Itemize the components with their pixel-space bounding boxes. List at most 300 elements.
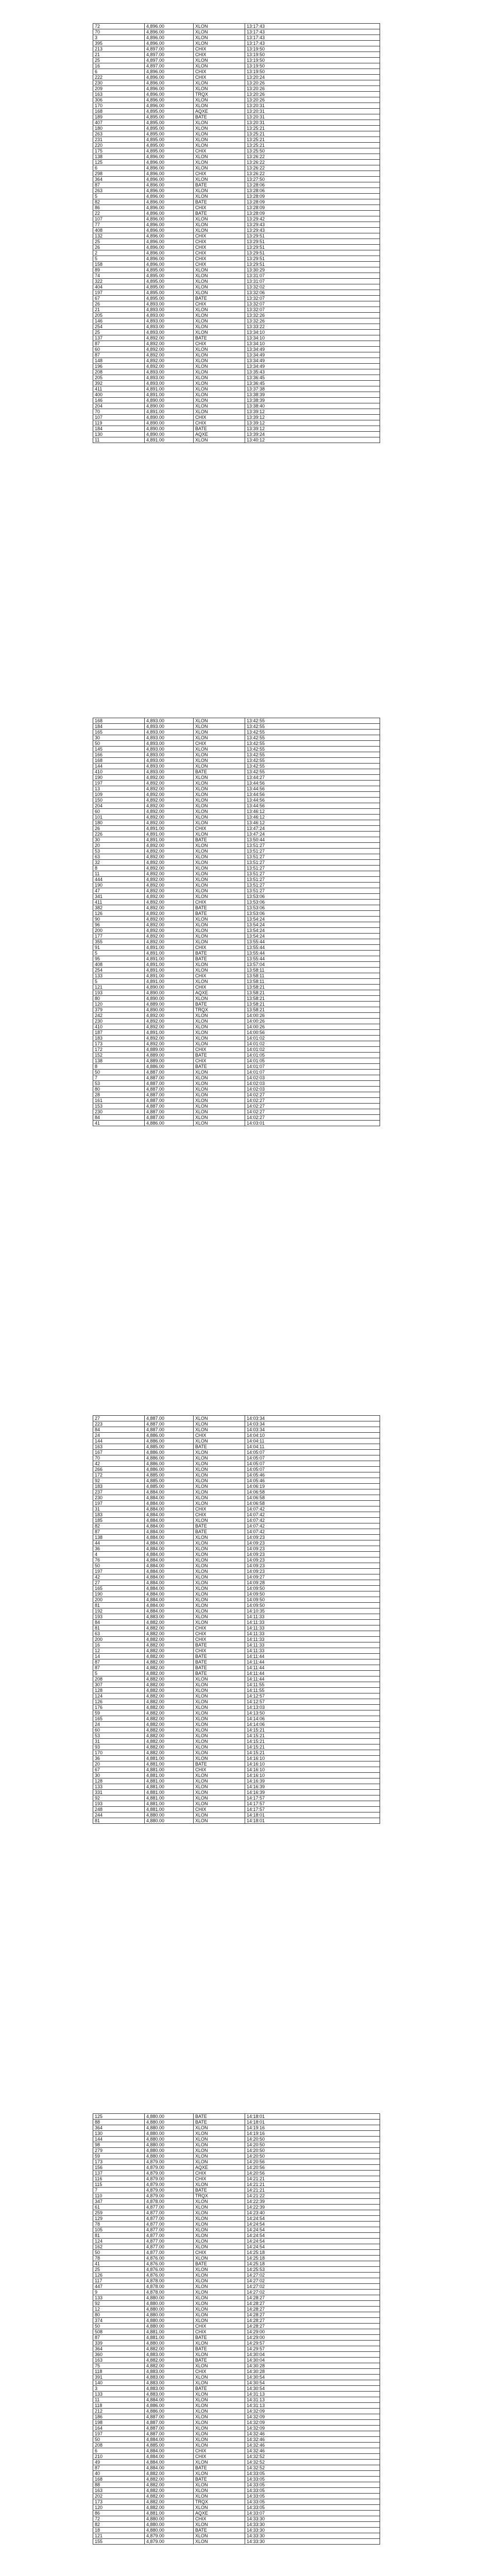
time-cell: 14:32:46	[245, 2448, 380, 2454]
price-cell: 4,892.00	[145, 335, 194, 341]
time-cell: 13:46:12	[245, 820, 380, 826]
time-cell: 14:09:50	[245, 1597, 380, 1603]
price-cell: 4,886.00	[145, 1121, 194, 1126]
price-cell: 4,893.00	[145, 718, 194, 724]
volume-cell: 322	[93, 279, 145, 284]
volume-cell: 116	[93, 2176, 145, 2182]
table-row	[93, 2505, 380, 2511]
price-cell: 4,892.00	[145, 917, 194, 922]
table-row	[93, 1818, 380, 1824]
price-cell: 4,880.00	[145, 1818, 194, 1824]
venue-cell: XLON	[194, 194, 245, 199]
table-row	[93, 2131, 380, 2137]
volume-cell: 128	[93, 1778, 145, 1784]
volume-cell: 27	[93, 1580, 145, 1586]
volume-cell: 91	[93, 945, 145, 951]
table-row	[93, 996, 380, 1002]
venue-cell: XLON	[194, 747, 245, 752]
venue-cell: XLON	[194, 2267, 245, 2273]
price-cell: 4,896.00	[145, 205, 194, 211]
time-cell: 14:15:21	[245, 1744, 380, 1750]
time-cell: 14:31:13	[245, 2403, 380, 2409]
volume-cell: 25	[93, 2267, 145, 2273]
volume-cell: 444	[93, 877, 145, 883]
venue-cell: XLON	[194, 2443, 245, 2448]
venue-cell: XLON	[194, 820, 245, 826]
table-row	[93, 2261, 380, 2267]
volume-cell: 6	[93, 69, 145, 75]
volume-cell: 254	[93, 968, 145, 973]
volume-cell: 74	[93, 273, 145, 279]
table-row	[93, 2420, 380, 2426]
table-row	[93, 296, 380, 301]
venue-cell: XLON	[194, 922, 245, 928]
time-cell: 14:33:05	[245, 2482, 380, 2488]
price-cell: 4,882.00	[145, 1693, 194, 1699]
table-row	[93, 35, 380, 41]
price-cell: 4,887.00	[145, 1421, 194, 1427]
venue-cell: XLON	[194, 2392, 245, 2397]
price-cell: 4,893.00	[145, 758, 194, 764]
time-cell: 13:58:21	[245, 1002, 380, 1007]
time-cell: 13:26:22	[245, 154, 380, 160]
venue-cell: XLON	[194, 2482, 245, 2488]
venue-cell: XLON	[194, 1676, 245, 1682]
venue-cell: XLON	[194, 1098, 245, 1104]
time-cell: 14:05:07	[245, 1450, 380, 1455]
time-cell: 13:20:31	[245, 120, 380, 126]
table-row	[93, 2244, 380, 2250]
venue-cell: XLON	[194, 1104, 245, 1109]
price-cell: 4,880.00	[145, 2324, 194, 2329]
volume-cell: 133	[93, 2392, 145, 2397]
time-cell: 14:32:09	[245, 2409, 380, 2414]
venue-cell: XLON	[194, 1461, 245, 1467]
time-cell: 13:28:06	[245, 182, 380, 188]
venue-cell: TRQX	[194, 2499, 245, 2505]
price-cell: 4,884.00	[145, 1597, 194, 1603]
table-row	[93, 894, 380, 900]
volume-cell: 192	[93, 1608, 145, 1614]
price-cell: 4,896.00	[145, 80, 194, 86]
table-row	[93, 97, 380, 103]
venue-cell: XLON	[194, 29, 245, 35]
price-cell: 4,892.00	[145, 815, 194, 820]
venue-cell: XLON	[194, 1614, 245, 1620]
venue-cell: XLON	[194, 752, 245, 758]
price-cell: 4,892.00	[145, 883, 194, 888]
time-cell: 13:53:06	[245, 894, 380, 900]
price-cell: 4,886.00	[145, 1064, 194, 1070]
volume-cell: 180	[93, 126, 145, 131]
venue-cell: CHIX	[194, 233, 245, 239]
price-cell: 4,884.00	[145, 1512, 194, 1518]
venue-cell: XLON	[194, 1790, 245, 1795]
time-cell: 13:25:21	[245, 131, 380, 137]
venue-cell: XLON	[194, 1024, 245, 1030]
time-cell: 14:09:23	[245, 1569, 380, 1574]
time-cell: 13:42:55	[245, 752, 380, 758]
volume-cell: 31	[93, 1506, 145, 1512]
time-cell: 14:15:21	[245, 1727, 380, 1733]
venue-cell: BATE	[194, 2188, 245, 2193]
price-cell: 4,887.00	[145, 1070, 194, 1075]
time-cell: 14:09:23	[245, 1546, 380, 1552]
venue-cell: XLON	[194, 1030, 245, 1036]
table-row	[93, 1053, 380, 1058]
table-row	[93, 2171, 380, 2176]
time-cell: 14:30:28	[245, 2363, 380, 2369]
price-cell: 4,891.00	[145, 437, 194, 443]
time-cell: 14:25:18	[245, 2261, 380, 2267]
volume-cell: 105	[93, 2227, 145, 2233]
volume-cell: 208	[93, 2443, 145, 2448]
price-cell: 4,893.00	[145, 741, 194, 747]
table-row	[93, 2165, 380, 2171]
volume-cell: 190	[93, 775, 145, 781]
table-row	[93, 137, 380, 143]
price-cell: 4,893.00	[145, 313, 194, 318]
time-cell: 13:44:56	[245, 781, 380, 786]
price-cell: 4,884.00	[145, 1552, 194, 1557]
volume-cell: 364	[93, 177, 145, 182]
table-row	[93, 1024, 380, 1030]
venue-cell: XLON	[194, 2159, 245, 2165]
table-row	[93, 324, 380, 330]
price-cell: 4,880.00	[145, 2341, 194, 2346]
volume-cell: 121	[93, 2533, 145, 2539]
table-row	[93, 2465, 380, 2471]
time-cell: 14:09:23	[245, 1535, 380, 1540]
volume-cell: 50	[93, 2437, 145, 2443]
table-row	[93, 1512, 380, 1518]
volume-cell: 30	[93, 735, 145, 741]
table-row	[93, 41, 380, 46]
table-row	[93, 786, 380, 792]
time-cell: 13:34:49	[245, 352, 380, 358]
venue-cell: XLON	[194, 80, 245, 86]
price-cell: 4,881.00	[145, 1790, 194, 1795]
price-cell: 4,884.00	[145, 1557, 194, 1563]
venue-cell: XLON	[194, 2216, 245, 2222]
volume-cell: 87	[93, 1529, 145, 1535]
table-row	[93, 1574, 380, 1580]
table-row	[93, 92, 380, 97]
volume-cell: 98	[93, 2142, 145, 2148]
volume-cell: 254	[93, 324, 145, 330]
time-cell: 13:28:09	[245, 205, 380, 211]
table-row	[93, 956, 380, 962]
time-cell: 13:17:43	[245, 41, 380, 46]
time-cell: 13:37:38	[245, 386, 380, 392]
table-row	[93, 1693, 380, 1699]
venue-cell: XLON	[194, 2210, 245, 2216]
venue-cell: XLON	[194, 2239, 245, 2244]
venue-cell: CHIX	[194, 2324, 245, 2329]
time-cell: 14:16:10	[245, 1767, 380, 1773]
price-cell: 4,881.00	[145, 2511, 194, 2516]
venue-cell: XLON	[194, 2295, 245, 2301]
venue-cell: XLON	[194, 2199, 245, 2205]
volume-cell: 307	[93, 1682, 145, 1688]
price-cell: 4,880.00	[145, 2131, 194, 2137]
table-row	[93, 347, 380, 352]
table-row	[93, 2539, 380, 2545]
volume-cell: 92	[93, 2301, 145, 2307]
volume-cell: 183	[93, 1484, 145, 1489]
venue-cell: XLON	[194, 1557, 245, 1563]
time-cell: 13:57:04	[245, 962, 380, 968]
time-cell: 13:29:42	[245, 216, 380, 222]
venue-cell: XLON	[194, 2352, 245, 2358]
table-row	[93, 2335, 380, 2341]
volume-cell: 213	[93, 46, 145, 52]
time-cell: 13:55:44	[245, 951, 380, 956]
volume-cell: 41	[93, 1121, 145, 1126]
venue-cell: XLON	[194, 143, 245, 148]
table-row	[93, 148, 380, 154]
volume-cell: 382	[93, 905, 145, 911]
time-cell: 14:11:55	[245, 1688, 380, 1693]
table-row	[93, 177, 380, 182]
price-cell: 4,890.00	[145, 398, 194, 403]
time-cell: 14:05:07	[245, 1461, 380, 1467]
table-row	[93, 313, 380, 318]
table-row	[93, 392, 380, 398]
price-cell: 4,889.00	[145, 1047, 194, 1053]
venue-cell: XLON	[194, 352, 245, 358]
time-cell: 13:34:10	[245, 330, 380, 335]
volume-cell: 170	[93, 1750, 145, 1756]
volume-cell: 120	[93, 1002, 145, 1007]
volume-cell: 205	[93, 313, 145, 318]
volume-cell: 408	[93, 962, 145, 968]
price-cell: 4,885.00	[145, 1444, 194, 1450]
volume-cell: 129	[93, 2216, 145, 2222]
table-row	[93, 1625, 380, 1631]
table-row	[93, 2256, 380, 2261]
price-cell: 4,884.00	[145, 2397, 194, 2403]
venue-cell: XLON	[194, 1784, 245, 1790]
table-row	[93, 1484, 380, 1489]
venue-cell: XLON	[194, 1421, 245, 1427]
table-row	[93, 29, 380, 35]
venue-cell: XLON	[194, 883, 245, 888]
price-cell: 4,891.00	[145, 1030, 194, 1036]
time-cell: 13:32:26	[245, 313, 380, 318]
venue-cell: XLON	[194, 843, 245, 849]
volume-cell: 132	[93, 233, 145, 239]
price-cell: 4,893.00	[145, 307, 194, 313]
venue-cell: XLON	[194, 2233, 245, 2239]
time-cell: 13:38:39	[245, 398, 380, 403]
price-cell: 4,893.00	[145, 369, 194, 375]
venue-cell: AQXE	[194, 990, 245, 996]
volume-cell: 88	[93, 2120, 145, 2125]
price-cell: 4,885.00	[145, 1472, 194, 1478]
price-cell: 4,882.00	[145, 1665, 194, 1671]
price-cell: 4,891.00	[145, 392, 194, 398]
table-row	[93, 2375, 380, 2380]
volume-cell: 84	[93, 1427, 145, 1433]
table-row	[93, 1586, 380, 1591]
volume-cell: 184	[93, 724, 145, 730]
venue-cell: XLON	[194, 1013, 245, 1019]
venue-cell: XLON	[194, 1580, 245, 1586]
venue-cell: XLON	[194, 917, 245, 922]
price-cell: 4,896.00	[145, 182, 194, 188]
time-cell: 14:11:33	[245, 1648, 380, 1654]
table-row	[93, 1115, 380, 1121]
time-cell: 13:42:55	[245, 769, 380, 775]
table-row	[93, 2369, 380, 2375]
time-cell: 14:20:50	[245, 2142, 380, 2148]
venue-cell: XLON	[194, 307, 245, 313]
table-row	[93, 2278, 380, 2284]
volume-cell: 204	[93, 803, 145, 809]
volume-cell: 3	[93, 35, 145, 41]
price-cell: 4,893.00	[145, 324, 194, 330]
venue-cell: XLON	[194, 775, 245, 781]
time-cell: 14:24:54	[245, 2227, 380, 2233]
time-cell: 13:25:21	[245, 137, 380, 143]
table-row	[93, 256, 380, 262]
volume-cell: 391	[93, 2375, 145, 2380]
volume-cell: 447	[93, 2284, 145, 2290]
table-row	[93, 233, 380, 239]
time-cell: 14:06:58	[245, 1495, 380, 1501]
venue-cell: XLON	[194, 781, 245, 786]
time-cell: 14:18:01	[245, 1812, 380, 1818]
table-row	[93, 2210, 380, 2216]
time-cell: 14:32:52	[245, 2460, 380, 2465]
table-row	[93, 1535, 380, 1540]
table-row	[93, 724, 380, 730]
time-cell: 13:26:22	[245, 171, 380, 177]
time-cell: 14:32:09	[245, 2420, 380, 2426]
table-row	[93, 1761, 380, 1767]
price-cell: 4,895.00	[145, 273, 194, 279]
venue-cell: XLON	[194, 2494, 245, 2499]
price-cell: 4,886.00	[145, 1461, 194, 1467]
price-cell: 4,883.00	[145, 2392, 194, 2397]
time-cell: 14:11:33	[245, 1614, 380, 1620]
price-cell: 4,884.00	[145, 1535, 194, 1540]
time-cell: 13:19:50	[245, 46, 380, 52]
volume-cell: 12	[93, 1648, 145, 1654]
table-row	[93, 1591, 380, 1597]
venue-cell: XLON	[194, 1722, 245, 1727]
table-row	[93, 2499, 380, 2505]
volume-cell: 189	[93, 114, 145, 120]
venue-cell: XLON	[194, 2426, 245, 2431]
price-cell: 4,884.00	[145, 1540, 194, 1546]
volume-cell: 183	[93, 1036, 145, 1041]
price-cell: 4,883.00	[145, 2386, 194, 2392]
venue-cell: XLON	[194, 2284, 245, 2290]
venue-cell: CHIX	[194, 148, 245, 154]
price-cell: 4,877.00	[145, 2205, 194, 2210]
volume-cell: 172	[93, 1047, 145, 1053]
price-cell: 4,884.00	[145, 1569, 194, 1574]
table-row	[93, 437, 380, 443]
time-cell: 14:11:33	[245, 1631, 380, 1637]
venue-cell: BATE	[194, 951, 245, 956]
venue-cell: XLON	[194, 928, 245, 934]
price-cell: 4,896.00	[145, 97, 194, 103]
volume-cell: 395	[93, 41, 145, 46]
price-cell: 4,884.00	[145, 1603, 194, 1608]
time-cell: 13:28:09	[245, 194, 380, 199]
venue-cell: XLON	[194, 2182, 245, 2188]
table-row	[93, 747, 380, 752]
price-cell: 4,893.00	[145, 735, 194, 741]
venue-cell: XLON	[194, 1115, 245, 1121]
venue-cell: XLON	[194, 1092, 245, 1098]
venue-cell: XLON	[194, 1019, 245, 1024]
time-cell: 14:10:35	[245, 1608, 380, 1614]
venue-cell: CHIX	[194, 415, 245, 420]
price-cell: 4,887.00	[145, 1087, 194, 1092]
venue-cell: XLON	[194, 968, 245, 973]
price-cell: 4,880.00	[145, 2125, 194, 2131]
venue-cell: XLON	[194, 369, 245, 375]
time-cell: 14:13:03	[245, 1705, 380, 1710]
price-cell: 4,891.00	[145, 386, 194, 392]
table-row	[93, 1444, 380, 1450]
volume-cell: 20	[93, 843, 145, 849]
volume-cell: 411	[93, 386, 145, 392]
volume-cell: 153	[93, 1104, 145, 1109]
volume-cell: 138	[93, 1058, 145, 1064]
price-cell: 4,891.00	[145, 409, 194, 415]
table-row	[93, 2516, 380, 2522]
venue-cell: XLON	[194, 1489, 245, 1495]
time-cell: 14:21:21	[245, 2188, 380, 2193]
price-cell: 4,884.00	[145, 1574, 194, 1580]
price-cell: 4,896.00	[145, 165, 194, 171]
time-cell: 14:31:13	[245, 2392, 380, 2397]
table-row	[93, 1580, 380, 1586]
venue-cell: XLON	[194, 2227, 245, 2233]
time-cell: 13:44:56	[245, 786, 380, 792]
volume-cell: 407	[93, 120, 145, 126]
price-cell: 4,885.00	[145, 1484, 194, 1489]
volume-cell: 49	[93, 2460, 145, 2465]
price-cell: 4,893.00	[145, 747, 194, 752]
table-row	[93, 798, 380, 803]
time-cell: 13:39:12	[245, 420, 380, 426]
price-cell: 4,877.00	[145, 2210, 194, 2216]
price-cell: 4,891.00	[145, 973, 194, 979]
price-cell: 4,881.00	[145, 2329, 194, 2335]
venue-cell: XLON	[194, 1540, 245, 1546]
price-cell: 4,892.00	[145, 809, 194, 815]
price-cell: 4,893.00	[145, 730, 194, 735]
price-cell: 4,892.00	[145, 928, 194, 934]
price-cell: 4,896.00	[145, 211, 194, 216]
volume-cell: 180	[93, 820, 145, 826]
volume-cell: 107	[93, 216, 145, 222]
volume-cell: 197	[93, 1501, 145, 1506]
time-cell: 13:35:43	[245, 369, 380, 375]
time-cell: 13:26:22	[245, 165, 380, 171]
time-cell: 14:09:23	[245, 1552, 380, 1557]
table-row	[93, 250, 380, 256]
price-cell: 4,876.00	[145, 2261, 194, 2267]
venue-cell: XLON	[194, 1818, 245, 1824]
venue-cell: XLON	[194, 41, 245, 46]
